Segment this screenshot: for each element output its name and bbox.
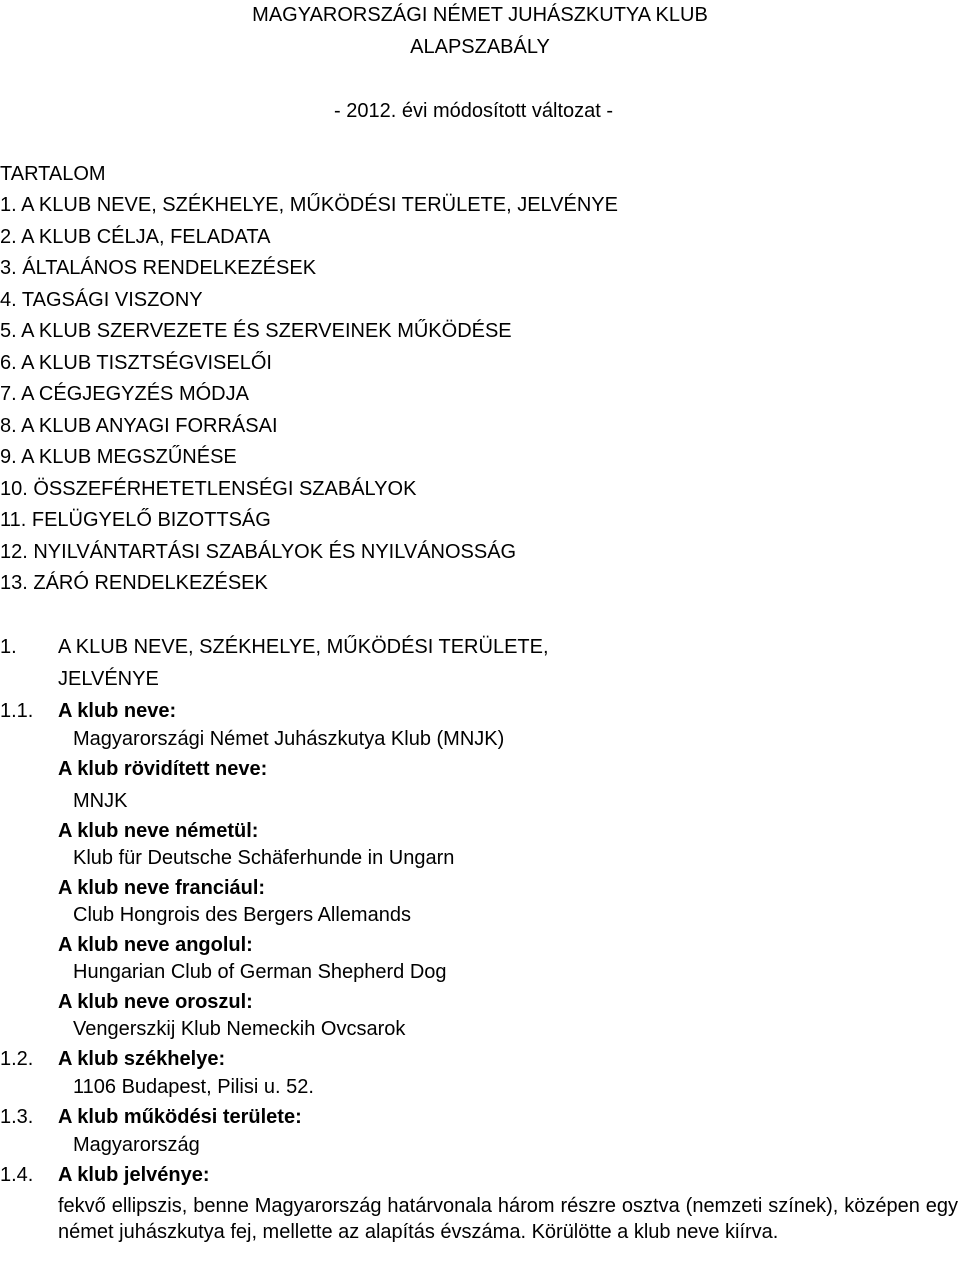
club-name-value: Magyarországi Német Juhászkutya Klub (MNJK): [73, 728, 505, 750]
version-note: - 2012. évi módosított változat -: [334, 100, 614, 122]
club-name-french-value: Club Hongrois des Bergers Allemands: [73, 904, 411, 926]
toc-heading: TARTALOM: [0, 163, 106, 185]
toc-item: 11. FELÜGYELŐ BIZOTTSÁG: [0, 509, 271, 531]
toc-item: 5. A KLUB SZERVEZETE ÉS SZERVEINEK MŰKÖDÉSE: [0, 320, 512, 342]
section-title: A KLUB NEVE, SZÉKHELYE, MŰKÖDÉSI TERÜLETE,: [58, 636, 549, 658]
subsection-number: 1.2.: [0, 1048, 34, 1070]
club-seat-label: A klub székhelye:: [58, 1048, 226, 1070]
section-number: 1.: [0, 636, 17, 658]
toc-item: 9. A KLUB MEGSZŰNÉSE: [0, 446, 237, 468]
toc-item: 10. ÖSSZEFÉRHETETLENSÉGI SZABÁLYOK: [0, 478, 417, 500]
club-area-label: A klub működési területe:: [58, 1106, 302, 1128]
club-name-german-value: Klub für Deutsche Schäferhunde in Ungarn: [73, 847, 455, 869]
toc-item: 2. A KLUB CÉLJA, FELADATA: [0, 226, 271, 248]
club-name-english-value: Hungarian Club of German Shepherd Dog: [73, 961, 447, 983]
subsection-number: 1.3.: [0, 1106, 34, 1128]
toc-item: 3. ÁLTALÁNOS RENDELKEZÉSEK: [0, 257, 317, 279]
toc-item: 12. NYILVÁNTARTÁSI SZABÁLYOK ÉS NYILVÁNOSSÁG: [0, 541, 517, 563]
toc-item: 1. A KLUB NEVE, SZÉKHELYE, MŰKÖDÉSI TERÜLETE, JELVÉNYE: [0, 194, 618, 216]
club-seat-value: 1106 Budapest, Pilisi u. 52.: [73, 1076, 314, 1098]
club-emblem-description: fekvő ellipszis, benne Magyarország határvonala három részre osztva (nemzeti színek), középen egy német juhászkutya fej, mellette az alapítás évszáma. Körülötte a klub neve kiírva.: [58, 1195, 958, 1243]
document-subtitle: ALAPSZABÁLY: [410, 36, 550, 58]
subsection-number: 1.1.: [0, 700, 34, 722]
club-short-name-label: A klub rövidített neve:: [58, 758, 268, 780]
toc-item: 13. ZÁRÓ RENDELKEZÉSEK: [0, 572, 268, 594]
club-name-english-label: A klub neve angolul:: [58, 934, 253, 956]
toc-item: 6. A KLUB TISZTSÉGVISELŐI: [0, 352, 272, 374]
section-title-continued: JELVÉNYE: [58, 668, 159, 690]
document-title: MAGYARORSZÁGI NÉMET JUHÁSZKUTYA KLUB: [252, 4, 708, 26]
club-area-value: Magyarország: [73, 1134, 200, 1156]
club-name-label: A klub neve:: [58, 700, 177, 722]
club-emblem-label: A klub jelvénye:: [58, 1164, 210, 1186]
subsection-number: 1.4.: [0, 1164, 34, 1186]
club-name-russian-value: Vengerszkij Klub Nemeckih Ovcsarok: [73, 1018, 406, 1040]
toc-item: 8. A KLUB ANYAGI FORRÁSAI: [0, 415, 278, 437]
club-name-french-label: A klub neve franciául:: [58, 877, 266, 899]
club-short-name-value: MNJK: [73, 790, 128, 812]
toc-item: 7. A CÉGJEGYZÉS MÓDJA: [0, 383, 249, 405]
club-name-german-label: A klub neve németül:: [58, 820, 259, 842]
toc-item: 4. TAGSÁGI VISZONY: [0, 289, 203, 311]
club-name-russian-label: A klub neve oroszul:: [58, 991, 253, 1013]
